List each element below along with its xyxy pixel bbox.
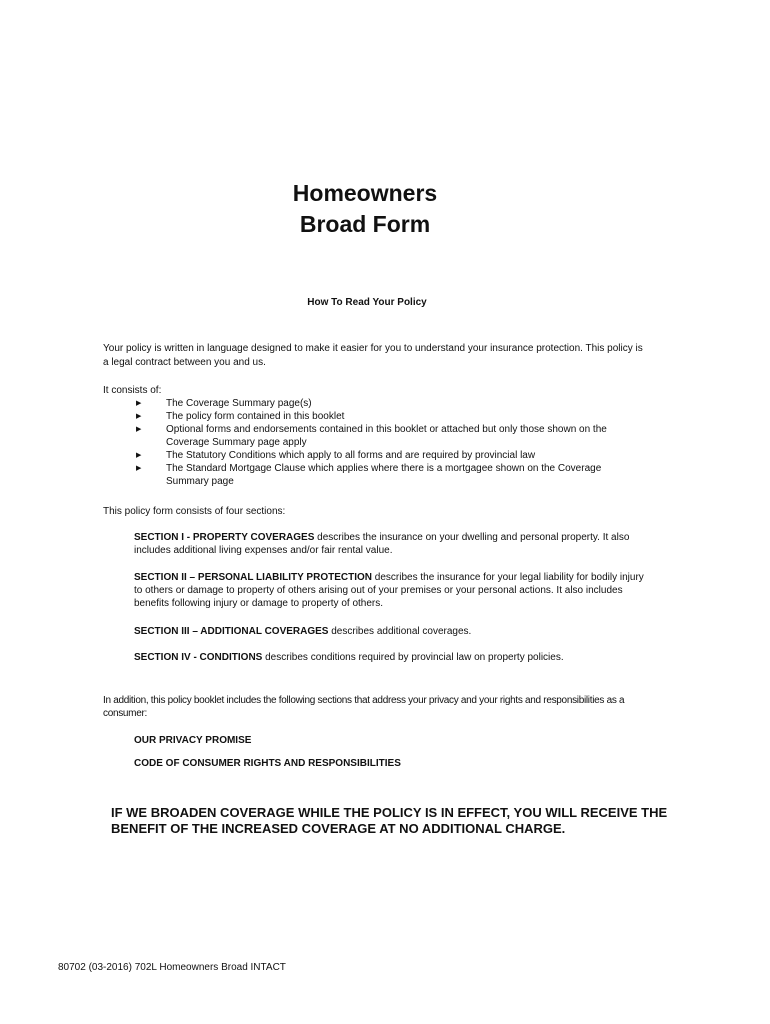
section-2-heading: SECTION II – PERSONAL LIABILITY PROTECTION — [134, 572, 372, 583]
four-sections-label: This policy form consists of four sections: — [103, 506, 286, 517]
consumer-rights-heading: CODE OF CONSUMER RIGHTS AND RESPONSIBILITIES — [134, 758, 401, 769]
policy-contents-list — [134, 397, 614, 488]
list-item — [134, 423, 614, 449]
privacy-promise-heading: OUR PRIVACY PROMISE — [134, 735, 252, 746]
document-title — [0, 178, 730, 240]
section-3-description — [134, 625, 644, 638]
list-item-text: The Coverage Summary page(s) — [166, 398, 312, 409]
form-footer: 80702 (03-2016) 702L Homeowners Broad INTACT — [58, 962, 286, 973]
section-2-text: describes the insurance for your legal liability for bodily injury to others or damage to property of others arising out of your premises or your personal actions. It also includes benefits following injury or damage to property of others. — [134, 572, 644, 609]
triangle-right-icon: ▶ — [136, 452, 142, 459]
list-item — [134, 410, 614, 423]
list-item-text: The policy form contained in this booklet — [166, 411, 345, 422]
section-2-description — [134, 571, 644, 610]
triangle-right-icon: ▶ — [136, 413, 142, 420]
addition-paragraph: In addition, this policy booklet includes the following sections that address your privacy and your rights and responsibilities as a consumer: — [103, 695, 625, 719]
coverage-notice: IF WE BROADEN COVERAGE WHILE THE POLICY IS IN EFFECT, YOU WILL RECEIVE THE BENEFIT OF THE INCREASED COVERAGE AT NO ADDITIONAL CHARGE. — [111, 805, 668, 836]
section-1-heading: SECTION I - PROPERTY COVERAGES — [134, 532, 315, 543]
title-line-1: Homeowners — [292, 180, 438, 206]
triangle-right-icon: ▶ — [136, 426, 142, 433]
list-item-text: The Standard Mortgage Clause which applies where there is a mortgagee shown on the Coverage Summary page — [166, 463, 602, 487]
list-item — [134, 449, 614, 462]
section-1-description — [134, 531, 644, 557]
list-item — [134, 397, 614, 410]
list-item-text: The Statutory Conditions which apply to all forms and are required by provincial law — [166, 450, 536, 461]
section-4-description — [134, 651, 644, 664]
consists-label: It consists of: — [103, 385, 162, 396]
triangle-right-icon: ▶ — [136, 400, 142, 407]
section-1-text: describes the insurance on your dwelling and personal property. It also includes additional living expenses and/or fair rental value. — [134, 532, 630, 556]
section-3-text: describes additional coverages. — [328, 626, 472, 637]
triangle-right-icon: ▶ — [136, 465, 142, 472]
intro-paragraph: Your policy is written in language designed to make it easier for you to understand your insurance protection. This policy is a legal contract between you and us. — [103, 343, 643, 368]
section-heading: How To Read Your Policy — [307, 297, 427, 308]
list-item — [134, 462, 614, 488]
section-3-heading: SECTION III – ADDITIONAL COVERAGES — [134, 626, 329, 637]
section-4-text: describes conditions required by provincial law on property policies. — [262, 652, 564, 663]
title-line-2: Broad Form — [299, 211, 431, 237]
list-item-text: Optional forms and endorsements contained in this booklet or attached but only those shown on the Coverage Summary page apply — [166, 424, 607, 448]
section-4-heading: SECTION IV - CONDITIONS — [134, 652, 263, 663]
